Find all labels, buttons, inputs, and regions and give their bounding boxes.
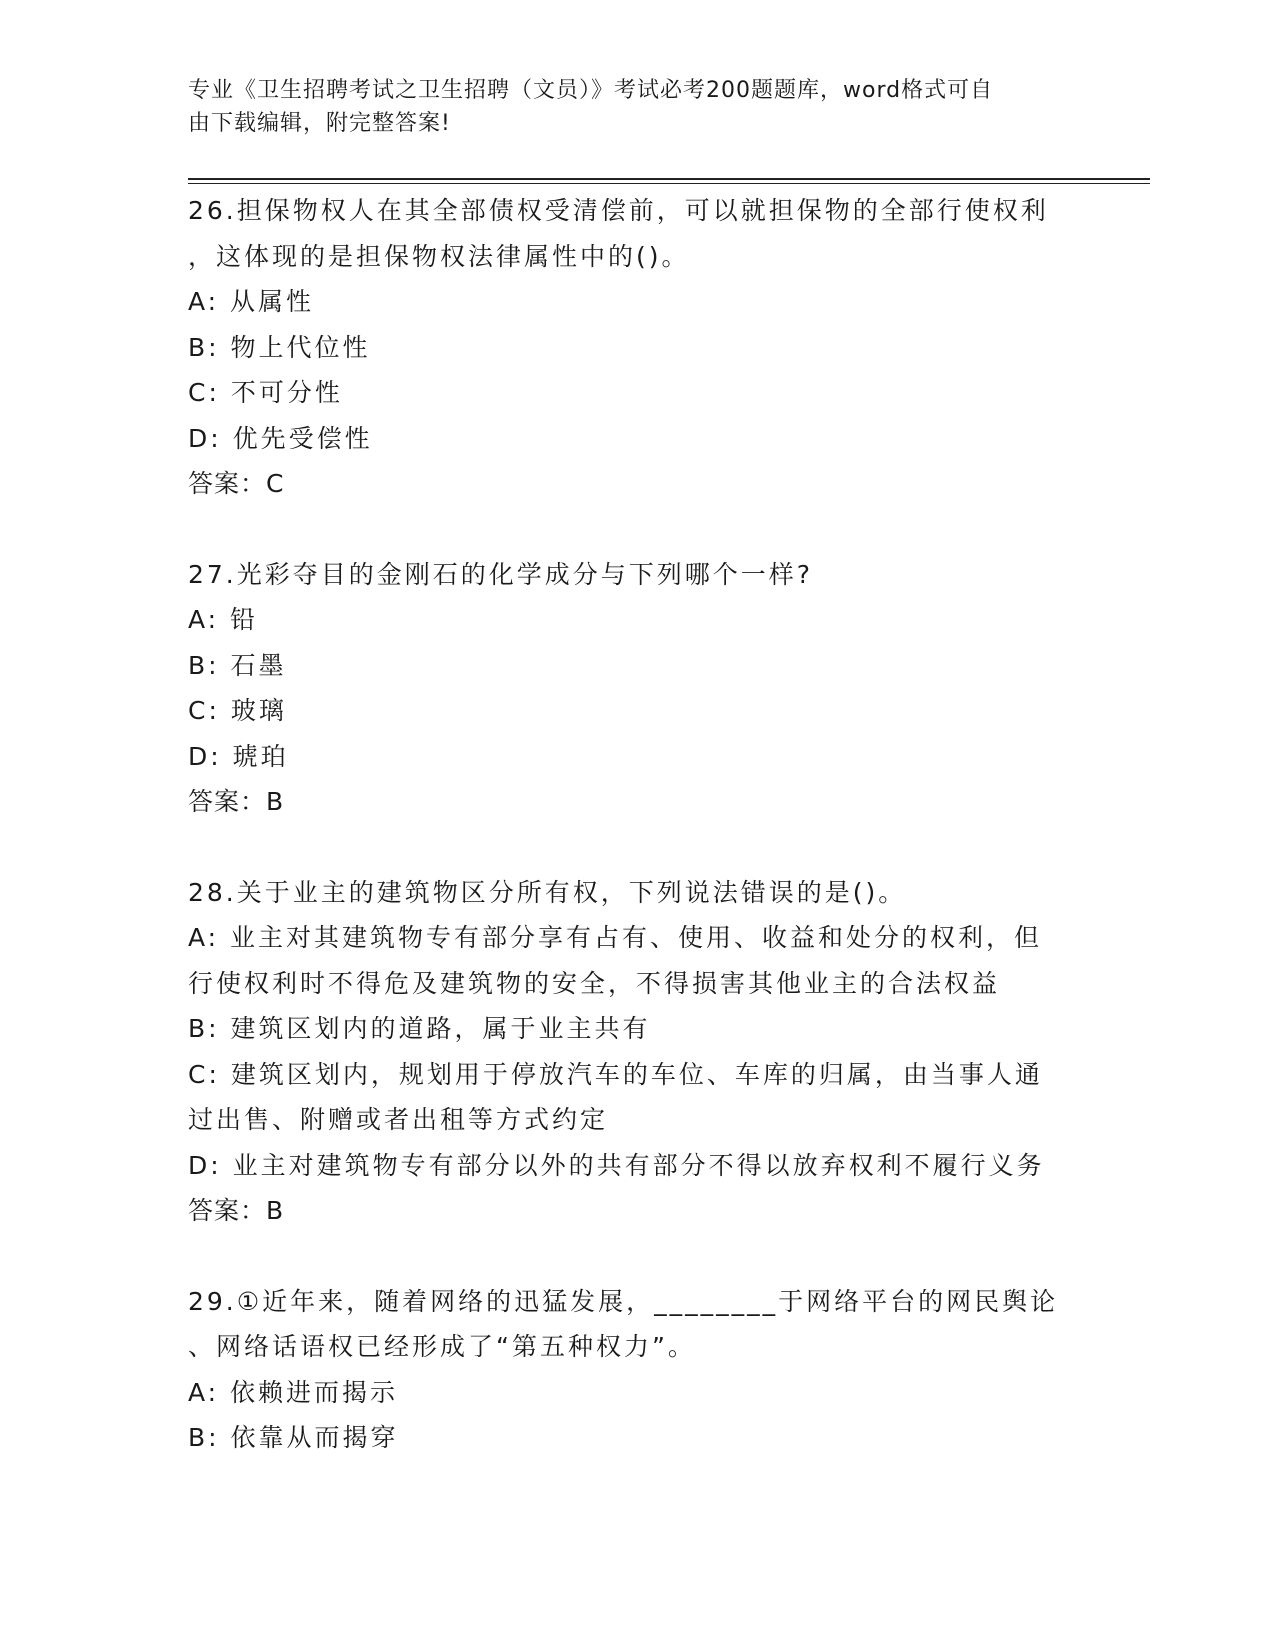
option-c-continued: 过出售、附赠或者出租等方式约定 (188, 1105, 609, 1134)
answer: 答案：C (188, 469, 285, 498)
question-stem-line: 、网络话语权已经形成了“第五种权力”。 (188, 1332, 696, 1361)
question-stem-line: 28.关于业主的建筑物区分所有权，下列说法错误的是()。 (188, 877, 907, 907)
option-a: A: 铅 (188, 605, 259, 634)
answer: 答案：B (188, 1196, 285, 1225)
option-d: D: 优先受偿性 (188, 423, 373, 453)
option-b: B: 石墨 (188, 650, 287, 680)
option-c: C: 不可分性 (188, 378, 343, 407)
question-list (188, 188, 1088, 1506)
answer: 答案：B (188, 787, 285, 816)
header-line-2: 由下载编辑，附完整答案! (188, 111, 451, 136)
option-d: D: 业主对建筑物专有部分以外的共有部分不得以放弃权利不履行义务 (188, 1150, 1045, 1180)
question-stem-line: ，这体现的是担保物权法律属性中的()。 (188, 241, 690, 271)
question-29 (188, 1279, 1088, 1461)
header-divider-thin (188, 183, 1150, 184)
question-26 (188, 188, 1088, 507)
option-a-continued: 行使权利时不得危及建筑物的安全，不得损害其他业主的合法权益 (188, 968, 1001, 998)
option-b: B: 依靠从而揭穿 (188, 1423, 399, 1452)
header-divider-thick (188, 178, 1150, 180)
question-stem-line: 27.光彩夺目的金刚石的化学成分与下列哪个一样? (188, 559, 814, 589)
question-stem-line: 26.担保物权人在其全部债权受清偿前，可以就担保物的全部行使权利 (188, 196, 1049, 225)
option-b: B: 物上代位性 (188, 332, 371, 362)
question-stem-line: 29.①近年来，随着网络的迅猛发展，________于网络平台的网民舆论 (188, 1286, 1059, 1316)
option-c: C: 玻璃 (188, 696, 287, 725)
option-d: D: 琥珀 (188, 741, 289, 771)
option-a: A: 业主对其建筑物专有部分享有占有、使用、收益和处分的权利，但 (188, 923, 1043, 952)
question-28 (188, 870, 1088, 1234)
option-a: A: 从属性 (188, 287, 315, 316)
header-line-1: 专业《卫生招聘考试之卫生招聘（文员）》考试必考200题题库，word格式可自 (188, 78, 994, 103)
option-c: C: 建筑区划内，规划用于停放汽车的车位、车库的归属，由当事人通 (188, 1059, 1043, 1089)
document-header (188, 74, 1068, 140)
option-b: B: 建筑区划内的道路，属于业主共有 (188, 1014, 651, 1043)
question-27 (188, 552, 1088, 825)
option-a: A: 依赖进而揭示 (188, 1377, 399, 1407)
